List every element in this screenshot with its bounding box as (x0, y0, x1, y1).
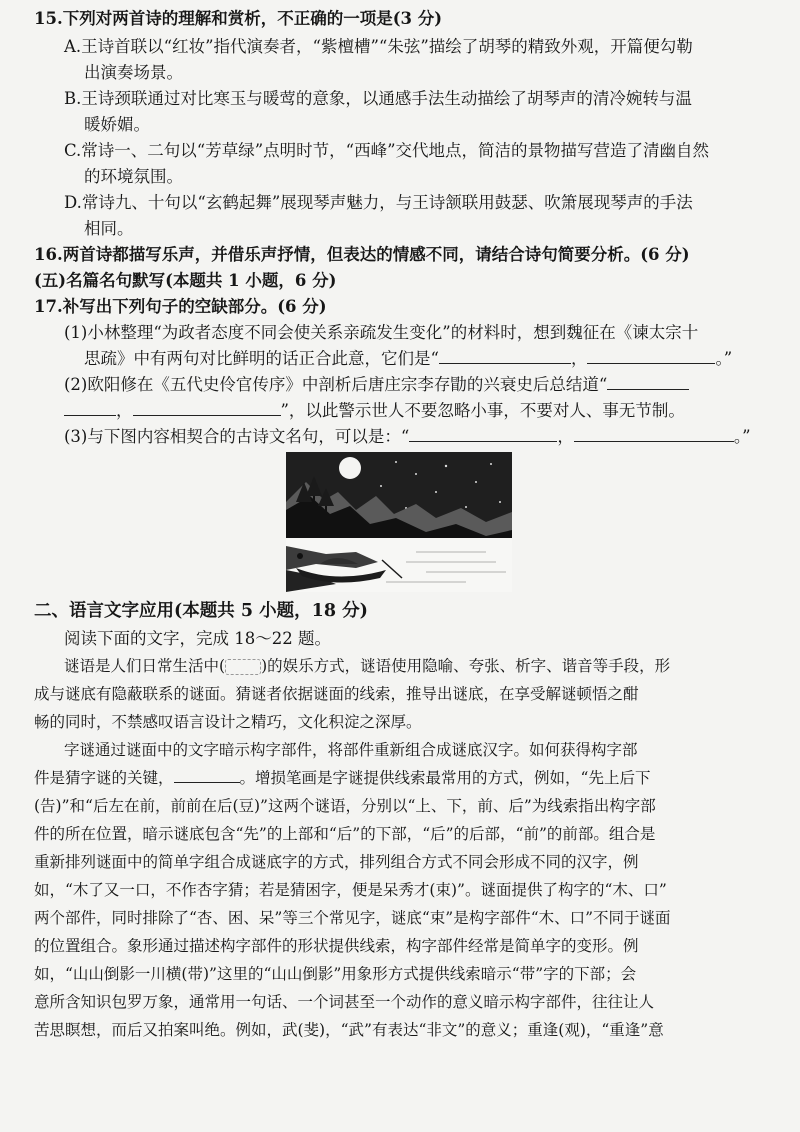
passage-p1-line1-a: 谜语是人们日常生活中( (64, 657, 226, 675)
ink-painting-svg (286, 452, 512, 592)
q17-stem: 17.补写出下列句子的空缺部分。(6 分) (34, 297, 327, 316)
q17-part3-line (64, 425, 751, 449)
section2-instruction: 阅读下面的文字，完成 18～22 题。 (64, 629, 331, 648)
q17-part2-tail: ”，以此警示世人不要忽略小事，不要对人、事无节制。 (280, 401, 685, 420)
section5-title: (五)名篇名句默写(本题共 1 小题，6 分) (34, 271, 337, 290)
q15-option-d-line1: D.常诗九、十句以“玄鹤起舞”展现琴声魅力，与王诗颔联用鼓瑟、吹箫展现琴声的手法 (64, 193, 693, 212)
q17-part3-end: 。” (733, 427, 751, 446)
figure-on-shore (297, 553, 303, 559)
q15-option-c-line1: C.常诗一、二句以“芳草绿”点明时节，“西峰”交代地点，简洁的景物描写营造了清幽自然 (64, 141, 710, 160)
passage-p1-line3: 畅的同时，不禁感叹语言设计之精巧，文化积淀之深厚。 (34, 713, 422, 731)
q17-part1-line2 (84, 347, 732, 371)
q17-part2-blank1a[interactable] (607, 373, 689, 390)
q17-part1-end: 。” (715, 349, 733, 368)
answer-blank-paren[interactable] (225, 659, 261, 675)
passage-p2-line3: (告)”和“后左在前，前前在后(豆)”这两个谜语，分别以“上、下，前、后”为线索指出构字部 (34, 797, 656, 815)
q15-option-a-line1: A.王诗首联以“红妆”指代演奏者，“紫檀槽”“朱弦”描绘了胡琴的精致外观，开篇便勾勒 (64, 37, 693, 56)
q17-part3-prompt: (3)与下图内容相契合的古诗文名句，可以是：“ (64, 427, 410, 446)
q15-stem: 15.下列对两首诗的理解和赏析，不正确的一项是(3 分) (34, 9, 443, 28)
q17-part2-prompt: (2)欧阳修在《五代史伶官传序》中剖析后唐庄宗李存勖的兴衰史后总结道“ (64, 375, 608, 394)
moon (339, 457, 361, 479)
passage-p1-line2: 成与谜底有隐蔽联系的谜面。猜谜者依据谜面的线索，推导出谜底，在享受解谜顿悟之酣 (34, 685, 639, 703)
passage-p2-line2-b: 。增损笔画是字谜提供线索最常用的方式，例如，“先上后下 (239, 769, 651, 787)
q15-option-b-line1: B.王诗颈联通过对比寒玉与暖莺的意象，以通感手法生动描绘了胡琴声的清冷婉转与温 (64, 89, 692, 108)
q17-part1-prompt: 思疏》中有两句对比鲜明的话正合此意，它们是“ (84, 349, 439, 368)
passage-p1-line1 (64, 654, 670, 678)
moonlit-river-boat-ink-painting (286, 452, 512, 592)
q17-part1-blank2[interactable] (587, 347, 715, 364)
passage-p2-line11: 苦思瞑想，而后又拍案叫绝。例如，武(斐)，“武”有表达“非文”的意义；重逢(观)，“重逢”意 (34, 1021, 664, 1039)
q16-text: 16.两首诗都描写乐声，并借乐声抒情，但表达的情感不同，请结合诗句简要分析。(6 分) (34, 245, 690, 264)
q17-part1-blank1[interactable] (439, 347, 571, 364)
q17-part3-blank2[interactable] (574, 425, 734, 442)
passage-p2-line6: 如，“木了又一口，不作杏字猜；若是猜困字，便是呆秀才(束)”。谜面提供了构字的“木、口” (34, 881, 667, 899)
q15-option-c-line2: 的环境氛围。 (84, 167, 183, 186)
passage-p2-line2-a: 件是猜字谜的关键， (34, 769, 174, 787)
q17-part2-blank1b[interactable] (64, 399, 116, 416)
q15-option-b-line2: 暖娇媚。 (84, 115, 150, 134)
passage-blank[interactable] (174, 766, 240, 783)
passage-p2-line9: 如，“山山倒影一川横(带)”这里的“山山倒影”用象形方式提供线索暗示“带”字的下部；会 (34, 965, 637, 983)
q17-part2-line2 (64, 399, 685, 423)
q17-part2-sep: ， (116, 401, 133, 420)
passage-p2-line8: 的位置组合。象形通过描述构字部件的形状提供线索，构字部件经常是简单字的变形。例 (34, 937, 639, 955)
passage-p2-line2 (34, 766, 650, 790)
q15-option-d-line2: 相同。 (84, 219, 134, 238)
q17-part1-line1: (1)小林整理“为政者态度不同会使关系亲疏发生变化”的材料时，想到魏征在《谏太宗十 (64, 323, 699, 342)
passage-p2-line1: 字谜通过谜面中的文字暗示构字部件，将部件重新组合成谜底汉字。如何获得构字部 (64, 741, 638, 759)
q17-part3-sep: ， (557, 427, 574, 446)
passage-p2-line5: 重新排列谜面中的简单字组合成谜底字的方式，排列组合方式不同会形成不同的汉字，例 (34, 853, 639, 871)
passage-p1-line1-b: )的娱乐方式，谜语使用隐喻、夸张、析字、谐音等手段，形 (261, 657, 671, 675)
q17-part3-blank1[interactable] (409, 425, 557, 442)
q17-part1-sep: ， (570, 349, 588, 368)
q17-part2-line1 (64, 373, 689, 397)
passage-p2-line10: 意所含知识包罗万象，通常用一句话、一个词甚至一个动作的意义暗示构字部件，往往让人 (34, 993, 655, 1011)
passage-p2-line4: 件的所在位置，暗示谜底包含“先”的上部和“后”的下部，“后”的后部，“前”的前部。组合是 (34, 825, 656, 843)
section2-title: 二、语言文字应用(本题共 5 小题，18 分) (34, 601, 368, 621)
passage-p2-line7: 两个部件，同时排除了“杏、困、呆”等三个常见字，谜底“束”是构字部件“木、口”不同于谜面 (34, 909, 671, 927)
q15-option-a-line2: 出演奏场景。 (84, 63, 183, 82)
q17-part2-blank2[interactable] (133, 399, 281, 416)
